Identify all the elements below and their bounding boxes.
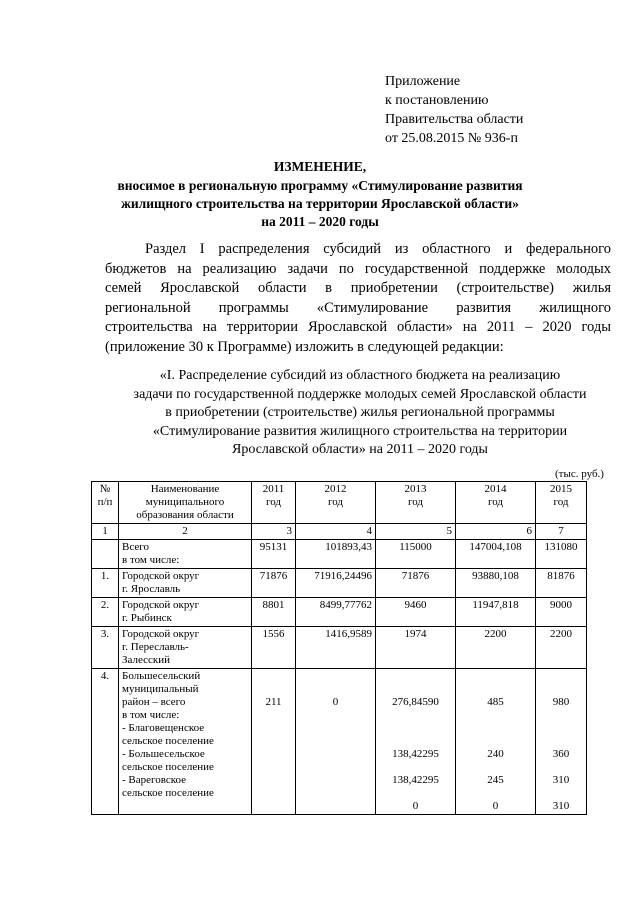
table-row <box>92 598 587 627</box>
row-name: Большесельский муниципальный район – всего в том числе: - Благовещенское сельское поселение - Большесельское сельское поселение - Вареговское сельское поселение <box>119 669 252 815</box>
row-name: Городской округ г. Переславль- Залесский <box>119 627 252 669</box>
cell-value: 11947,818 <box>456 598 536 627</box>
col-number: 2 <box>119 524 252 540</box>
cell-value-column: 485 240 245 0 <box>456 669 536 815</box>
title-line: вносимое в региональную программу «Стимулирование развития <box>117 178 523 193</box>
col-number: 4 <box>296 524 376 540</box>
row-num <box>92 540 119 569</box>
cell-value: 81876 <box>536 569 587 598</box>
cell-value: 93880,108 <box>456 569 536 598</box>
title-heading: ИЗМЕНЕНИЕ, <box>273 159 367 174</box>
table-header-row <box>92 482 587 524</box>
title-line: жилищного строительства на территории Ярославской области» <box>121 196 519 211</box>
table-row <box>92 669 587 815</box>
cell-value: 9460 <box>376 598 456 627</box>
header-2015: 2015 год <box>536 482 587 524</box>
section-heading-line: Ярославской области» на 2011 – 2020 годы <box>232 442 488 458</box>
cell-value: 95131 <box>252 540 296 569</box>
cell-value: 1974 <box>376 627 456 669</box>
cell-value: 101893,43 <box>296 540 376 569</box>
header-2011: 2011 год <box>252 482 296 524</box>
header-2012: 2012 год <box>296 482 376 524</box>
section-heading-line: задачи по государственной поддержке молодых семей Ярославской области <box>133 386 587 402</box>
section-heading-line: в приобретении (строительстве) жилья региональной программы <box>165 405 555 421</box>
cell-value: 1556 <box>252 627 296 669</box>
column-number-row <box>92 524 587 540</box>
cell-value: 2200 <box>456 627 536 669</box>
paragraph-line: региональной программы «Стимулирование развития жилищного <box>105 299 611 316</box>
cell-value-column: 276,84590 138,42295 138,42295 0 <box>376 669 456 815</box>
cell-value: 71916,24496 <box>296 569 376 598</box>
header-2014: 2014 год <box>456 482 536 524</box>
cell-value: 9000 <box>536 598 587 627</box>
row-num: 1. <box>92 569 119 598</box>
table-row-total <box>92 540 587 569</box>
appendix-line: от 25.08.2015 № 936-п <box>385 131 518 146</box>
body-paragraph <box>105 240 611 358</box>
cell-value-column: 211 <box>252 669 296 815</box>
paragraph-line: (приложение 30 к Программе) изложить в следующей редакции: <box>105 338 504 355</box>
header-name: Наименование муниципального образования области <box>119 482 252 524</box>
row-name: Городской округ г. Ярославль <box>119 569 252 598</box>
appendix-line: Правительства области <box>385 112 524 127</box>
paragraph-line: семей Ярославской области в приобретении (строительстве) жилья <box>105 280 611 297</box>
cell-value-column: 0 <box>296 669 376 815</box>
paragraph-line: строительства на территории Ярославской области» на 2011 – 2020 годы <box>105 319 611 336</box>
section-heading-line: «I. Распределение субсидий из областного бюджета на реализацию <box>159 368 561 383</box>
table-row <box>92 569 587 598</box>
col-number: 3 <box>252 524 296 540</box>
appendix-line: Приложение <box>385 74 461 89</box>
cell-value: 115000 <box>376 540 456 569</box>
col-number: 1 <box>92 524 119 540</box>
section-heading <box>90 367 630 460</box>
cell-value: 8499,77762 <box>296 598 376 627</box>
col-number: 7 <box>536 524 587 540</box>
cell-value: 8801 <box>252 598 296 627</box>
appendix-line: к постановлению <box>385 93 489 108</box>
cell-value: 131080 <box>536 540 587 569</box>
paragraph-line: бюджетов на реализацию задачи по государственной поддержке молодых <box>105 260 611 277</box>
section-heading-line: «Стимулирование развития жилищного строительства на территории <box>152 423 568 439</box>
cell-value: 71876 <box>252 569 296 598</box>
header-2013: 2013 год <box>376 482 456 524</box>
title-line: на 2011 – 2020 годы <box>261 214 379 229</box>
row-name: Всего в том числе: <box>119 540 252 569</box>
document-title <box>0 157 640 231</box>
appendix-block <box>385 72 523 148</box>
subsidy-table <box>91 481 587 815</box>
row-num: 3. <box>92 627 119 669</box>
row-num: 4. <box>92 669 119 815</box>
col-number: 6 <box>456 524 536 540</box>
cell-value: 2200 <box>536 627 587 669</box>
col-number: 5 <box>376 524 456 540</box>
unit-label: (тыс. руб.) <box>555 468 604 480</box>
table-row <box>92 627 587 669</box>
cell-value-column: 980 360 310 310 <box>536 669 587 815</box>
cell-value: 1416,9589 <box>296 627 376 669</box>
header-num: № п/п <box>92 482 119 524</box>
cell-value: 147004,108 <box>456 540 536 569</box>
row-num: 2. <box>92 598 119 627</box>
paragraph-line: Раздел I распределения субсидий из областного и федерального <box>145 241 611 257</box>
cell-value: 71876 <box>376 569 456 598</box>
row-name: Городской округ г. Рыбинск <box>119 598 252 627</box>
